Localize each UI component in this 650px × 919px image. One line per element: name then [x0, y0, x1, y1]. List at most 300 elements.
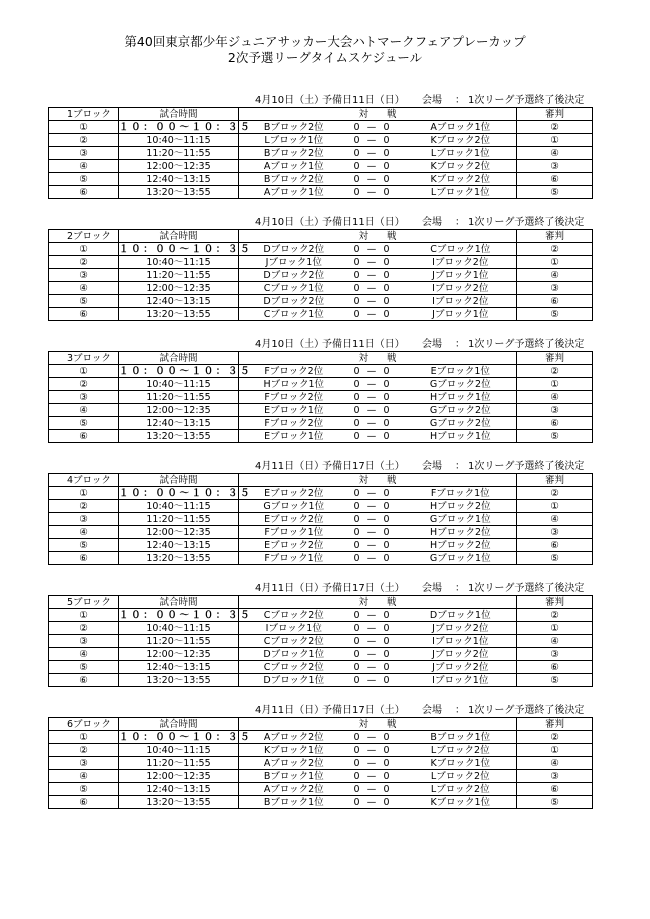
referee-assignment: ③ — [517, 160, 593, 173]
score-dash: — — [365, 635, 379, 648]
referee-assignment: ④ — [517, 635, 593, 648]
block-info-line — [255, 217, 584, 229]
match-date: 4月10日（土） — [255, 339, 325, 350]
home-team: Fブロック2位 — [239, 417, 349, 430]
referee-header: 審判 — [517, 230, 593, 243]
table-row — [49, 295, 593, 308]
referee-assignment: ⑥ — [517, 173, 593, 186]
away-score: 0 — [379, 308, 395, 321]
home-team: Eブロック1位 — [239, 404, 349, 417]
home-score: 0 — [349, 609, 365, 622]
score-dash: — — [365, 121, 379, 134]
away-score: 0 — [379, 757, 395, 770]
reserve-date: 予備日11日（日） — [322, 217, 405, 228]
match-number: ① — [49, 609, 119, 622]
table-header-row — [49, 352, 593, 365]
referee-assignment: ⑤ — [517, 674, 593, 687]
schedule-table — [48, 107, 593, 199]
match-time: 10:40～11:15 — [119, 134, 239, 147]
match-number: ③ — [49, 147, 119, 160]
time-header: 試合時間 — [119, 718, 239, 731]
referee-assignment: ③ — [517, 282, 593, 295]
match-date: 4月11日（日） — [255, 461, 325, 472]
away-score: 0 — [379, 539, 395, 552]
home-team: Bブロック2位 — [239, 147, 349, 160]
match-time: 10:40～11:15 — [119, 744, 239, 757]
block-name: 4ブロック — [49, 474, 119, 487]
away-team: Eブロック1位 — [405, 365, 517, 378]
venue-colon: ： — [455, 705, 465, 716]
match-number: ④ — [49, 526, 119, 539]
referee-assignment: ② — [517, 609, 593, 622]
match-number: ④ — [49, 770, 119, 783]
referee-assignment: ③ — [517, 770, 593, 783]
referee-assignment: ⑥ — [517, 539, 593, 552]
away-team: Fブロック1位 — [405, 487, 517, 500]
table-row — [49, 173, 593, 186]
match-time: 11:20～11:55 — [119, 757, 239, 770]
match-time: 13:20～13:55 — [119, 796, 239, 809]
score-spacer — [395, 487, 405, 500]
away-score: 0 — [379, 796, 395, 809]
table-row — [49, 147, 593, 160]
match-time: 12:00～12:35 — [119, 404, 239, 417]
home-team: Aブロック1位 — [239, 160, 349, 173]
home-score: 0 — [349, 513, 365, 526]
away-team: Gブロック1位 — [405, 552, 517, 565]
away-score: 0 — [379, 770, 395, 783]
score-spacer — [395, 378, 405, 391]
match-number: ⑥ — [49, 796, 119, 809]
match-time: 12:00～12:35 — [119, 282, 239, 295]
match-time: 13:20～13:55 — [119, 186, 239, 199]
score-spacer — [395, 269, 405, 282]
table-row — [49, 282, 593, 295]
match-time: １０：００～１０：３５ — [119, 121, 253, 133]
score-spacer — [395, 417, 405, 430]
referee-assignment: ② — [517, 121, 593, 134]
referee-assignment: ② — [517, 365, 593, 378]
away-team: Bブロック1位 — [405, 731, 517, 744]
match-number: ② — [49, 500, 119, 513]
score-dash: — — [365, 256, 379, 269]
away-score: 0 — [379, 121, 395, 134]
match-time: 12:00～12:35 — [119, 526, 239, 539]
away-score: 0 — [379, 731, 395, 744]
home-score: 0 — [349, 552, 365, 565]
away-score: 0 — [379, 391, 395, 404]
match-number: ⑤ — [49, 539, 119, 552]
venue-value: 1次リーグ予選終了後決定 — [468, 461, 585, 472]
away-score: 0 — [379, 526, 395, 539]
match-number: ⑤ — [49, 661, 119, 674]
home-team: Bブロック2位 — [239, 173, 349, 186]
away-team: Jブロック1位 — [405, 269, 517, 282]
referee-assignment: ① — [517, 134, 593, 147]
block-name: 3ブロック — [49, 352, 119, 365]
score-spacer — [395, 430, 405, 443]
home-score: 0 — [349, 391, 365, 404]
match-number: ③ — [49, 757, 119, 770]
table-row — [49, 243, 593, 256]
home-team: Bブロック1位 — [239, 796, 349, 809]
schedule-table — [48, 717, 593, 809]
match-header: 対 戦 — [239, 474, 517, 487]
score-dash: — — [365, 731, 379, 744]
table-header-row — [49, 596, 593, 609]
referee-assignment: ② — [517, 243, 593, 256]
venue-value: 1次リーグ予選終了後決定 — [468, 217, 585, 228]
home-team: Aブロック2位 — [239, 731, 349, 744]
score-spacer — [395, 513, 405, 526]
home-score: 0 — [349, 282, 365, 295]
table-row — [49, 500, 593, 513]
table-row — [49, 365, 593, 378]
block-name: 1ブロック — [49, 108, 119, 121]
score-spacer — [395, 282, 405, 295]
match-number: ⑤ — [49, 783, 119, 796]
match-time: 10:40～11:15 — [119, 500, 239, 513]
match-number: ① — [49, 365, 119, 378]
match-date: 4月11日（日） — [255, 705, 325, 716]
score-spacer — [395, 391, 405, 404]
home-team: Gブロック1位 — [239, 500, 349, 513]
match-number: ⑥ — [49, 186, 119, 199]
away-score: 0 — [379, 674, 395, 687]
home-score: 0 — [349, 796, 365, 809]
away-team: Lブロック2位 — [405, 744, 517, 757]
match-time: 13:20～13:55 — [119, 308, 239, 321]
match-number: ② — [49, 256, 119, 269]
score-spacer — [395, 500, 405, 513]
venue-colon: ： — [455, 461, 465, 472]
match-number: ④ — [49, 282, 119, 295]
venue-colon: ： — [455, 217, 465, 228]
time-header: 試合時間 — [119, 230, 239, 243]
home-team: Fブロック1位 — [239, 552, 349, 565]
home-team: Aブロック2位 — [239, 757, 349, 770]
home-team: Dブロック2位 — [239, 269, 349, 282]
table-row — [49, 256, 593, 269]
score-spacer — [395, 173, 405, 186]
away-team: Cブロック1位 — [405, 243, 517, 256]
match-header: 対 戦 — [239, 230, 517, 243]
home-team: Cブロック1位 — [239, 308, 349, 321]
away-score: 0 — [379, 783, 395, 796]
table-row — [49, 661, 593, 674]
score-dash: — — [365, 186, 379, 199]
referee-assignment: ⑥ — [517, 295, 593, 308]
time-header: 試合時間 — [119, 108, 239, 121]
table-row — [49, 622, 593, 635]
table-row — [49, 269, 593, 282]
home-score: 0 — [349, 487, 365, 500]
table-row — [49, 417, 593, 430]
home-score: 0 — [349, 121, 365, 134]
score-spacer — [395, 186, 405, 199]
match-header: 対 戦 — [239, 718, 517, 731]
home-score: 0 — [349, 417, 365, 430]
home-score: 0 — [349, 295, 365, 308]
reserve-date: 予備日17日（土） — [322, 705, 405, 716]
referee-assignment: ⑤ — [517, 552, 593, 565]
home-team: Fブロック2位 — [239, 391, 349, 404]
reserve-date: 予備日17日（土） — [322, 583, 405, 594]
away-score: 0 — [379, 648, 395, 661]
referee-header: 審判 — [517, 474, 593, 487]
venue-label: 会場 — [422, 583, 442, 594]
score-dash: — — [365, 796, 379, 809]
away-team: Iブロック2位 — [405, 282, 517, 295]
score-dash: — — [365, 378, 379, 391]
match-number: ② — [49, 378, 119, 391]
venue-label: 会場 — [422, 339, 442, 350]
home-score: 0 — [349, 770, 365, 783]
home-score: 0 — [349, 186, 365, 199]
time-header: 試合時間 — [119, 474, 239, 487]
match-time: 12:40～13:15 — [119, 295, 239, 308]
home-team: Aブロック2位 — [239, 783, 349, 796]
referee-assignment: ② — [517, 487, 593, 500]
schedule-table — [48, 229, 593, 321]
away-team: Gブロック2位 — [405, 404, 517, 417]
score-spacer — [395, 731, 405, 744]
match-time: １０：００～１０：３５ — [119, 731, 253, 743]
away-score: 0 — [379, 430, 395, 443]
match-time: 11:20～11:55 — [119, 391, 239, 404]
venue-label: 会場 — [422, 95, 442, 106]
home-team: Hブロック1位 — [239, 378, 349, 391]
score-spacer — [395, 796, 405, 809]
venue-value: 1次リーグ予選終了後決定 — [468, 95, 585, 106]
score-spacer — [395, 134, 405, 147]
table-row — [49, 391, 593, 404]
table-row — [49, 378, 593, 391]
block-info-line — [255, 461, 584, 473]
home-team: Dブロック1位 — [239, 648, 349, 661]
match-time: 12:40～13:15 — [119, 661, 239, 674]
away-team: Iブロック2位 — [405, 295, 517, 308]
score-dash: — — [365, 648, 379, 661]
referee-assignment: ⑤ — [517, 308, 593, 321]
away-team: Dブロック1位 — [405, 609, 517, 622]
referee-header: 審判 — [517, 718, 593, 731]
away-score: 0 — [379, 134, 395, 147]
match-time: 12:40～13:15 — [119, 417, 239, 430]
away-team: Jブロック2位 — [405, 661, 517, 674]
away-score: 0 — [379, 500, 395, 513]
away-team: Kブロック2位 — [405, 173, 517, 186]
match-time: 10:40～11:15 — [119, 622, 239, 635]
referee-header: 審判 — [517, 352, 593, 365]
away-score: 0 — [379, 513, 395, 526]
table-row — [49, 487, 593, 500]
score-dash: — — [365, 609, 379, 622]
match-time: １０：００～１０：３５ — [119, 243, 253, 255]
score-dash: — — [365, 147, 379, 160]
home-score: 0 — [349, 173, 365, 186]
score-dash: — — [365, 757, 379, 770]
home-team: Kブロック1位 — [239, 744, 349, 757]
away-score: 0 — [379, 487, 395, 500]
venue-value: 1次リーグ予選終了後決定 — [468, 705, 585, 716]
match-number: ⑥ — [49, 308, 119, 321]
home-score: 0 — [349, 160, 365, 173]
venue-label: 会場 — [422, 461, 442, 472]
home-score: 0 — [349, 500, 365, 513]
score-spacer — [395, 622, 405, 635]
away-score: 0 — [379, 404, 395, 417]
match-number: ① — [49, 731, 119, 744]
away-team: Aブロック1位 — [405, 121, 517, 134]
match-header: 対 戦 — [239, 352, 517, 365]
away-team: Iブロック2位 — [405, 256, 517, 269]
match-number: ⑤ — [49, 173, 119, 186]
home-score: 0 — [349, 744, 365, 757]
referee-assignment: ④ — [517, 147, 593, 160]
match-time: １０：００～１０：３５ — [119, 365, 253, 377]
score-spacer — [395, 783, 405, 796]
score-spacer — [395, 539, 405, 552]
score-dash: — — [365, 282, 379, 295]
block-info-line — [255, 583, 584, 595]
referee-assignment: ⑤ — [517, 796, 593, 809]
match-number: ⑤ — [49, 417, 119, 430]
score-dash: — — [365, 513, 379, 526]
table-row — [49, 783, 593, 796]
home-team: Jブロック1位 — [239, 256, 349, 269]
home-score: 0 — [349, 243, 365, 256]
score-dash: — — [365, 539, 379, 552]
home-team: Bブロック1位 — [239, 770, 349, 783]
table-row — [49, 674, 593, 687]
home-score: 0 — [349, 661, 365, 674]
match-date: 4月10日（土） — [255, 95, 325, 106]
home-score: 0 — [349, 526, 365, 539]
table-row — [49, 635, 593, 648]
score-spacer — [395, 365, 405, 378]
score-dash: — — [365, 661, 379, 674]
match-time: １０：００～１０：３５ — [119, 609, 253, 621]
match-time: 12:00～12:35 — [119, 770, 239, 783]
away-team: Jブロック1位 — [405, 308, 517, 321]
block-name: 5ブロック — [49, 596, 119, 609]
table-row — [49, 757, 593, 770]
score-spacer — [395, 404, 405, 417]
document-subtitle: 2次予選リーグタイムスケジュール — [227, 50, 423, 65]
home-score: 0 — [349, 134, 365, 147]
match-number: ⑥ — [49, 430, 119, 443]
away-team: Lブロック2位 — [405, 783, 517, 796]
match-date: 4月11日（日） — [255, 583, 325, 594]
score-spacer — [395, 770, 405, 783]
away-score: 0 — [379, 609, 395, 622]
home-team: Eブロック1位 — [239, 430, 349, 443]
away-team: Iブロック1位 — [405, 674, 517, 687]
match-time: 12:00～12:35 — [119, 648, 239, 661]
match-time: 13:20～13:55 — [119, 430, 239, 443]
home-score: 0 — [349, 674, 365, 687]
time-header: 試合時間 — [119, 596, 239, 609]
match-number: ⑥ — [49, 674, 119, 687]
home-score: 0 — [349, 256, 365, 269]
home-score: 0 — [349, 731, 365, 744]
home-score: 0 — [349, 365, 365, 378]
referee-header: 審判 — [517, 108, 593, 121]
table-row — [49, 770, 593, 783]
match-number: ② — [49, 134, 119, 147]
match-time: 12:40～13:15 — [119, 539, 239, 552]
match-number: ① — [49, 243, 119, 256]
schedule-table — [48, 351, 593, 443]
score-spacer — [395, 635, 405, 648]
home-team: Cブロック2位 — [239, 609, 349, 622]
home-score: 0 — [349, 308, 365, 321]
match-number: ② — [49, 622, 119, 635]
match-number: ④ — [49, 648, 119, 661]
match-number: ② — [49, 744, 119, 757]
away-team: Hブロック2位 — [405, 526, 517, 539]
referee-header: 審判 — [517, 596, 593, 609]
table-header-row — [49, 718, 593, 731]
match-time: 13:20～13:55 — [119, 674, 239, 687]
away-score: 0 — [379, 635, 395, 648]
home-team: Aブロック1位 — [239, 186, 349, 199]
home-team: Bブロック2位 — [239, 121, 349, 134]
table-row — [49, 539, 593, 552]
block-info-line — [255, 339, 584, 351]
score-spacer — [395, 674, 405, 687]
home-team: Lブロック1位 — [239, 134, 349, 147]
referee-assignment: ① — [517, 256, 593, 269]
home-score: 0 — [349, 430, 365, 443]
score-dash: — — [365, 365, 379, 378]
table-row — [49, 552, 593, 565]
away-team: Kブロック2位 — [405, 160, 517, 173]
away-score: 0 — [379, 622, 395, 635]
home-score: 0 — [349, 622, 365, 635]
match-header: 対 戦 — [239, 108, 517, 121]
away-score: 0 — [379, 417, 395, 430]
score-dash: — — [365, 674, 379, 687]
home-team: Cブロック1位 — [239, 282, 349, 295]
away-score: 0 — [379, 365, 395, 378]
home-score: 0 — [349, 783, 365, 796]
referee-assignment: ④ — [517, 391, 593, 404]
match-number: ④ — [49, 160, 119, 173]
table-row — [49, 430, 593, 443]
score-dash: — — [365, 552, 379, 565]
referee-assignment: ⑥ — [517, 783, 593, 796]
score-spacer — [395, 121, 405, 134]
away-score: 0 — [379, 147, 395, 160]
home-score: 0 — [349, 269, 365, 282]
score-dash: — — [365, 430, 379, 443]
away-team: Hブロック2位 — [405, 500, 517, 513]
referee-assignment: ③ — [517, 526, 593, 539]
match-time: 12:00～12:35 — [119, 160, 239, 173]
venue-colon: ： — [455, 339, 465, 350]
home-team: Fブロック2位 — [239, 365, 349, 378]
venue-value: 1次リーグ予選終了後決定 — [468, 339, 585, 350]
table-header-row — [49, 474, 593, 487]
score-spacer — [395, 661, 405, 674]
table-row — [49, 513, 593, 526]
home-team: Dブロック1位 — [239, 674, 349, 687]
referee-assignment: ④ — [517, 269, 593, 282]
block-name: 6ブロック — [49, 718, 119, 731]
reserve-date: 予備日17日（土） — [322, 461, 405, 472]
